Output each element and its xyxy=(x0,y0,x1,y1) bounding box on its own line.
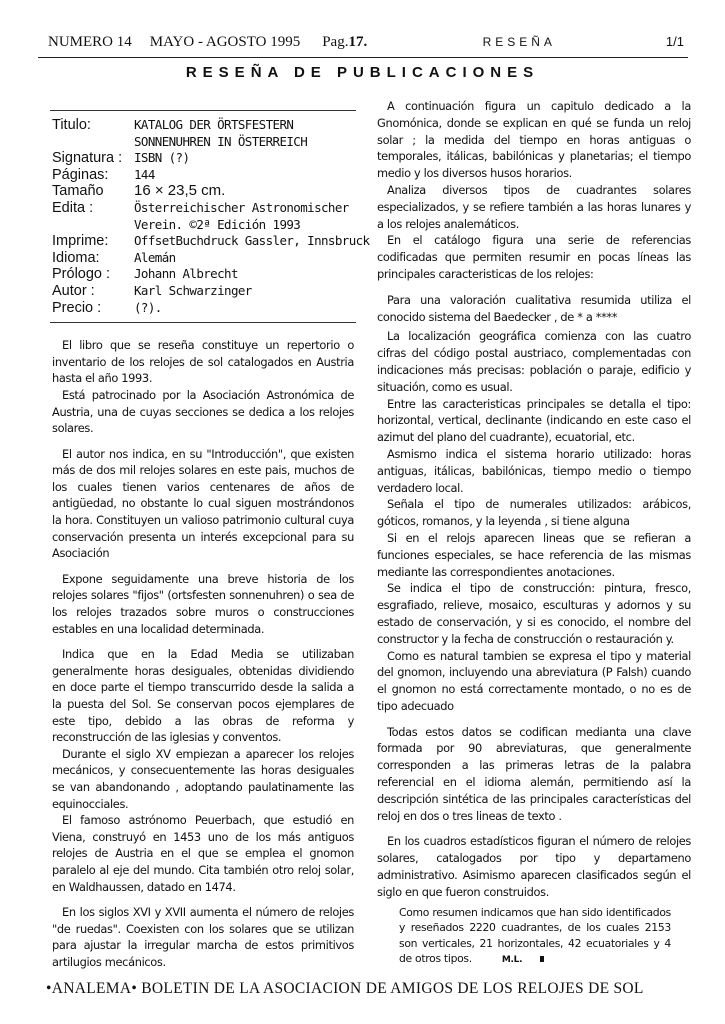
book-detail-label: Titulo: xyxy=(52,117,91,133)
book-detail-label: Edita : xyxy=(52,199,94,216)
body-paragraph: Entre las caracteristicas principales se detalla el tipo: horizontal, vertical, declinante (indicando en este caso el azimut del plano del cuadrante), ecuatorial, etc. xyxy=(377,396,691,445)
section-name: RESEÑA xyxy=(482,35,556,49)
body-paragraph: Expone seguidamente una breve historia de los relojes solares "fijos" (ortsfesten sonnenuhren) o sea de los relojes trazados sobre muros o construcciones estables en una localidad determinada. xyxy=(52,571,354,636)
book-detail-label: Signatura : xyxy=(52,150,123,167)
book-detail-label xyxy=(52,217,134,234)
header-divider xyxy=(38,57,688,58)
end-mark-icon xyxy=(540,956,544,962)
body-paragraph: Está patrocinado por la Asociación Astronómica de Austria, una de cuyas secciones se dedica a los relojes solares. xyxy=(52,387,354,436)
book-detail-row xyxy=(52,167,354,184)
body-paragraph: Analiza diversos tipos de cuadrantes solares especializados, y se refiere también a las horas lunares y a los relojes analemáticos. xyxy=(377,182,691,231)
book-detail-label: Imprime: xyxy=(52,233,109,250)
page-number: 17. xyxy=(348,34,368,50)
book-detail-row xyxy=(52,266,354,283)
book-detail-value: (?). xyxy=(134,299,162,315)
body-paragraph: El libro que se reseña constituye un repertorio o inventario de los relojes de sol catalogados en Austria hasta el año 1993. xyxy=(52,338,354,386)
left-body-text xyxy=(52,337,354,970)
page-prefix: Pag. xyxy=(322,34,349,50)
paragraph-gap xyxy=(377,283,691,292)
body-paragraph: El autor nos indica, en su "Introducción", que existen más de dos mil relojes solares en este pais, muchos de los cuales tienen varios centenares de años de antigüedad, no obstante lo cual siguen mostrándonos la hora. Constituyen un valioso patrimonio cultural cuya conservación presenta un interés excepcional para su Asociación xyxy=(52,446,354,561)
summary-text: Como resumen indicamos que han sido identificados y reseñados 2220 cuadrantes, de los cuales 2153 son verticales, 21 horizontales, 42 ecuatoriales y 4 de otros tipos. xyxy=(399,905,671,966)
body-paragraph: Asmismo indica el sistema horario utilizado: horas antiguas, itálicas, babilónicas, tiempo medio o tiempo verdadero local. xyxy=(377,446,691,495)
left-column xyxy=(52,110,370,971)
book-detail-row xyxy=(52,200,354,217)
book-detail-label: Precio : xyxy=(52,299,102,316)
book-detail-row xyxy=(52,217,354,234)
paragraph-gap xyxy=(52,637,354,646)
book-detail-value: KATALOG DER ÖRTSFESTERN xyxy=(134,117,294,132)
book-detail-row xyxy=(52,300,354,317)
page-title: RESEÑA DE PUBLICACIONES xyxy=(185,64,540,81)
body-paragraph: A continuación figura un capitulo dedicado a la Gnomónica, donde se explican en qué se funda un reloj solar ; la medida del tiempo en horas antiguas o temporales, itálicas, babilónicas y planetarias; el tiempo medio y los diversos husos horarios. xyxy=(377,99,691,181)
book-detail-row xyxy=(52,233,370,250)
book-detail-row xyxy=(52,117,354,134)
right-column xyxy=(377,98,691,969)
paragraph-gap xyxy=(52,437,354,446)
book-detail-row xyxy=(52,250,354,267)
book-detail-value: 16 × 23,5 cm. xyxy=(134,182,226,200)
book-detail-value: Karl Schwarzinger xyxy=(134,282,252,298)
book-detail-value: ISBN (?) xyxy=(134,150,190,166)
issue-date: MAYO - AGOSTO 1995 xyxy=(149,34,301,50)
body-paragraph: Si en el relojs aparecen lineas que se refieran a funciones especiales, se hace referencia de las mismas mediante las correspondientes anotaciones. xyxy=(377,530,691,579)
issue-number: NUMERO 14 xyxy=(48,34,132,50)
book-detail-label: Tamaño xyxy=(52,183,104,200)
book-details xyxy=(52,117,370,316)
book-detail-row xyxy=(52,134,354,151)
book-detail-row xyxy=(52,283,354,300)
book-detail-value: Österreichischer Astronomischer xyxy=(134,199,349,215)
page-label xyxy=(322,34,367,51)
book-detail-value: SONNENUHREN IN ÖSTERREICH xyxy=(134,133,308,149)
body-paragraph: Se indica el tipo de construcción: pintura, fresco, esgrafiado, relieve, mosaico, esculturas y adornos y su estado de conservación, y si es conocido, el nombre del constructor y la fecha de construcción o restauración y. xyxy=(377,581,691,646)
body-paragraph: Durante el siglo XV empiezan a aparecer los relojes mecánicos, y consecuentemente las horas desiguales se van abandonando , adoptando paulatinamente las equinocciales. xyxy=(52,746,354,811)
meta-top-divider xyxy=(50,110,356,111)
book-detail-value: 144 xyxy=(134,166,155,182)
body-paragraph: Todas estos datos se codifican medianta una clave formada por 90 abreviaturas, que generalmente corresponden a las primeras letras de la palabra referencial en el idioma alemán, permitiendo así la descripción sintética de las principales características del reloj en dos o tres lineas de texto . xyxy=(377,724,691,823)
book-detail-value: Johann Albrecht xyxy=(134,266,238,282)
paragraph-gap xyxy=(52,895,354,904)
body-paragraph: El famoso astrónomo Peuerbach, que estudió en Viena, construyó en 1453 uno de los más antiguos relojes de Austria en el que se emplea el gnomon paralelo al eje del mundo. Cita también otro reloj solar, en Waldhaussen, datado en 1474. xyxy=(52,813,354,894)
body-paragraph: Para una valoración cualitativa resumida utiliza el conocido sistema del Baedecker , de * a **** xyxy=(377,292,691,324)
body-paragraph: Indica que en la Edad Media se utilizaban generalmente horas desiguales, obtenidas dividiendo en doce parte el tiempo transcurrido desde la salida a la puesta del Sol. Se conservan pocos ejemplares de este tipo, debido a las obras de reforma y reconstrucción de las iglesias y conventos. xyxy=(52,647,354,745)
book-detail-label: Páginas: xyxy=(52,166,109,183)
book-detail-value: Verein. ©2ª Edición 1993 xyxy=(134,216,301,232)
footer-banner: •ANALEMA• BOLETIN DE LA ASOCIACION DE AMIGOS DE LOS RELOJES DE SOL xyxy=(46,980,644,997)
book-detail-label xyxy=(52,134,134,151)
book-detail-label: Prólogo : xyxy=(52,266,111,283)
running-header xyxy=(48,34,684,54)
paragraph-gap xyxy=(377,824,691,833)
body-paragraph: En los cuadros estadísticos figuran el número de relojes solares, catalogados por tipo y departameno administrativo. Asimismo aparecen clasificados según el siglo en que fueron construidos. xyxy=(377,834,691,899)
book-detail-label: Idioma: xyxy=(52,249,100,266)
right-body-text xyxy=(377,98,691,901)
book-detail-value: Alemán xyxy=(134,249,176,265)
book-detail-row xyxy=(52,183,354,200)
body-paragraph: Señala el tipo de numerales utilizados: arábicos, góticos, romanos, y la leyenda , si tiene alguna xyxy=(377,497,691,529)
paragraph-gap xyxy=(377,715,691,724)
book-detail-value: OffsetBuchdruck Gassler, Innsbruck xyxy=(134,233,370,249)
page-count: 1/1 xyxy=(665,34,684,49)
body-paragraph: En los siglos XVI y XVII aumenta el número de relojes "de ruedas". Coexisten con los solares que se utilizan para ajustar la irregular marcha de estos primitivos artilugios mecánicos. xyxy=(52,905,354,969)
book-detail-label: Autor : xyxy=(52,282,95,299)
book-detail-row xyxy=(52,150,354,167)
body-paragraph: En el catálogo figura una serie de referencias codificadas que permiten resumir en pocas líneas las principales caracteristicas de los relojes: xyxy=(377,233,691,281)
body-paragraph: Como es natural tambien se expresa el tipo y material del gnomon, incluyendo una abreviatura (P Falsh) cuando el gnomon no está correctamente montado, o no es de tipo adecuado xyxy=(377,648,691,713)
body-paragraph: La localización geográfica comienza con las cuatro cifras del código postal austriaco, complementadas con indicaciones más precisas: población o paraje, edificio y situación, como es usual. xyxy=(377,329,691,394)
author-initials: M.L. xyxy=(501,955,523,966)
summary-paragraph xyxy=(399,905,671,969)
paragraph-gap xyxy=(52,562,354,571)
